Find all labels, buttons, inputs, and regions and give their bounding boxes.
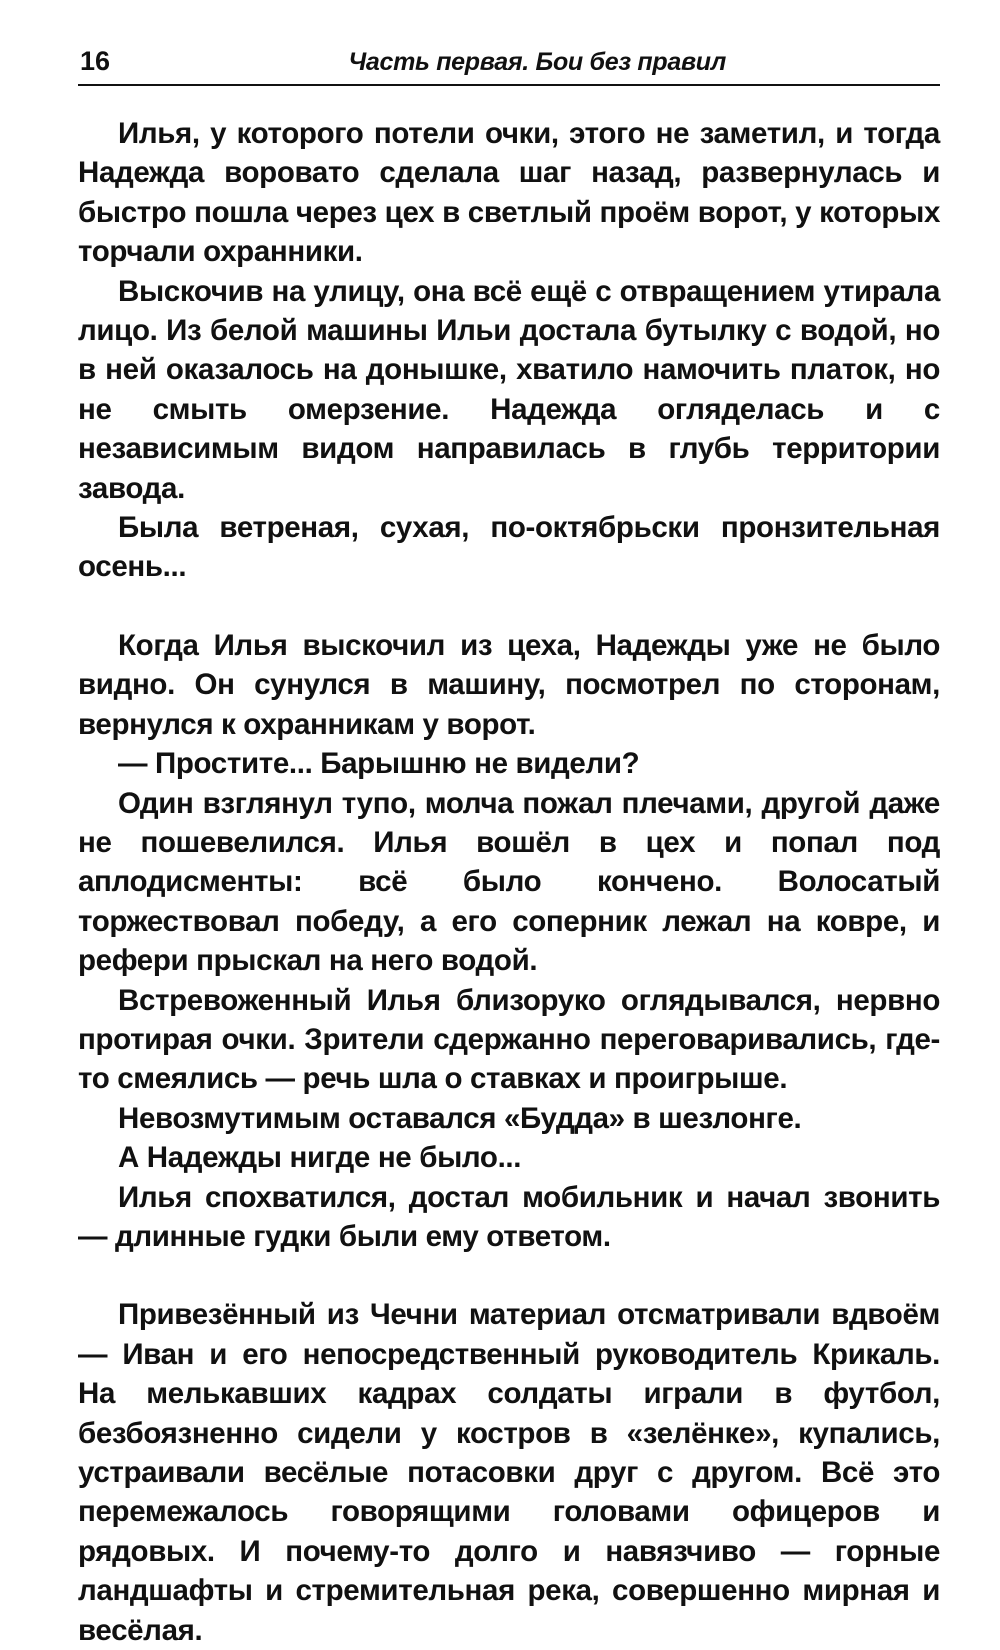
paragraph: Илья, у которого потели очки, этого не заметил, и тогда Надежда воровато сделала шаг назад, развернулась и быстро пошла через цех в светлый проём ворот, у которых торчали охранники.: [78, 117, 940, 269]
paragraph: — Простите... Барышню не видели?: [118, 747, 640, 781]
paragraph: А Надежды нигде не было...: [118, 1141, 522, 1175]
paragraph: Один взглянул тупо, молча пожал плечами, другой даже не пошевелился. Илья вошёл в цех и попал под аплодисменты: всё было кончено. Волосатый торжествовал победу, а его соперник лежал на ковре, и рефери прыскал на него водой.: [78, 786, 940, 978]
running-header-title: Часть первая. Бои без правил: [348, 48, 726, 76]
body-text: [78, 114, 940, 1650]
page-number: 16: [80, 46, 111, 76]
paragraph: Привезённый из Чечни материал отсматривали вдвоём — Иван и его непосредственный руководитель Крикаль. На мелькавших кадрах солдаты играли в футбол, безбоязненно сидели у костров в «зелёнке», купались, устраивали весёлые потасовки друг с другом. Всё это перемежалось говорящими головами офицеров и рядовых. И почему-то долго и навязчиво — горные ландшафты и стремительная река, совершенно мирная и весёлая.: [78, 1298, 940, 1647]
paragraph: Невозмутимым оставался «Будда» в шезлонге.: [118, 1101, 802, 1135]
paragraph: Была ветреная, сухая, по-октябрьски пронзительная осень...: [78, 511, 940, 584]
paragraph: Когда Илья выскочил из цеха, Надежды уже не было видно. Он сунулся в машину, посмотрел по сторонам, вернулся к охранникам у ворот.: [78, 628, 940, 741]
paragraph: Илья спохватился, достал мобильник и начал звонить — длинные гудки были ему ответом.: [78, 1180, 940, 1253]
paragraph: Выскочив на улицу, она всё ещё с отвращением утирала лицо. Из белой машины Ильи достала бутылку с водой, но в ней оказалось на донышке, хватило намочить платок, но не смыть омерзение. Надежда огляделась и с независимым видом направилась в глубь территории завода.: [78, 274, 940, 505]
paragraph: Встревоженный Илья близоруко оглядывался, нервно протирая очки. Зрители сдержанно переговаривались, где-то смеялись — речь шла о ставках и проигрыше.: [78, 983, 940, 1096]
book-page: [78, 40, 940, 1650]
running-header: [78, 40, 940, 86]
